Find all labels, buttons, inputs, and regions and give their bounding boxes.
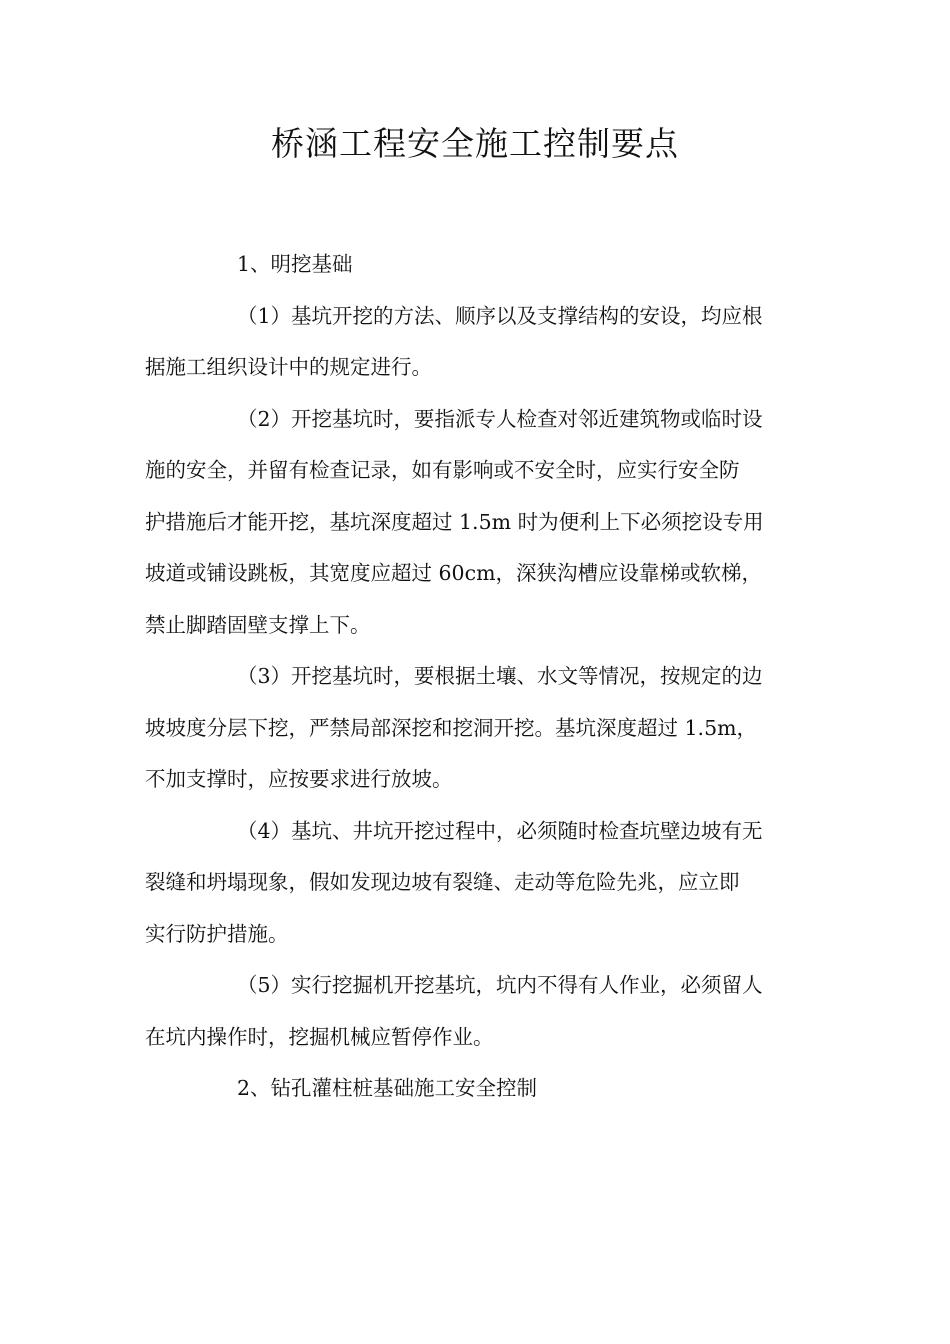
document-title: 桥涵工程安全施工控制要点 [271, 124, 679, 163]
section-heading: 2、钻孔灌柱桩基础施工安全控制 [237, 1076, 538, 1100]
paragraph-line: 据施工组织设计中的规定进行。 [145, 355, 432, 379]
document-body [145, 239, 805, 1115]
paragraph-line: （2）开挖基坑时，要指派专人检查对邻近建筑物或临时设 [237, 406, 763, 431]
paragraph-line: 施的安全，并留有检查记录，如有影响或不安全时，应实行安全防 [145, 458, 740, 482]
paragraph-line: 裂缝和坍塌现象，假如发现边坡有裂缝、走动等危险先兆，应立即 [145, 870, 740, 894]
paragraph-line: 在坑内操作时，挖掘机械应暂停作业。 [145, 1024, 494, 1049]
paragraph-line: 坡坡度分层下挖，严禁局部深挖和挖洞开挖。基坑深度超过 1.5m， [145, 715, 758, 740]
paragraph-line: 不加支撑时，应按要求进行放坡。 [145, 767, 453, 791]
paragraph-line: （3）开挖基坑时，要根据土壤、水文等情况，按规定的边 [237, 664, 763, 688]
paragraph-line: （5）实行挖掘机开挖基坑，坑内不得有人作业，必须留人 [237, 973, 763, 997]
paragraph-line: 实行防护措施。 [145, 921, 289, 946]
paragraph-line: （4）基坑、井坑开挖过程中，必须随时检查坑壁边坡有无 [237, 818, 763, 843]
paragraph-line: 禁止脚踏固壁支撑上下。 [145, 612, 371, 637]
section-heading: 1、明挖基础 [237, 252, 353, 276]
paragraph-line: 坡道或铺设跳板，其宽度应超过 60cm，深狭沟槽应设靠梯或软梯， [145, 561, 763, 585]
paragraph-line: 护措施后才能开挖，基坑深度超过 1.5m 时为便利上下必须挖设专用 [145, 509, 764, 534]
paragraph-line: （1）基坑开挖的方法、顺序以及支撑结构的安设，均应根 [237, 303, 763, 328]
